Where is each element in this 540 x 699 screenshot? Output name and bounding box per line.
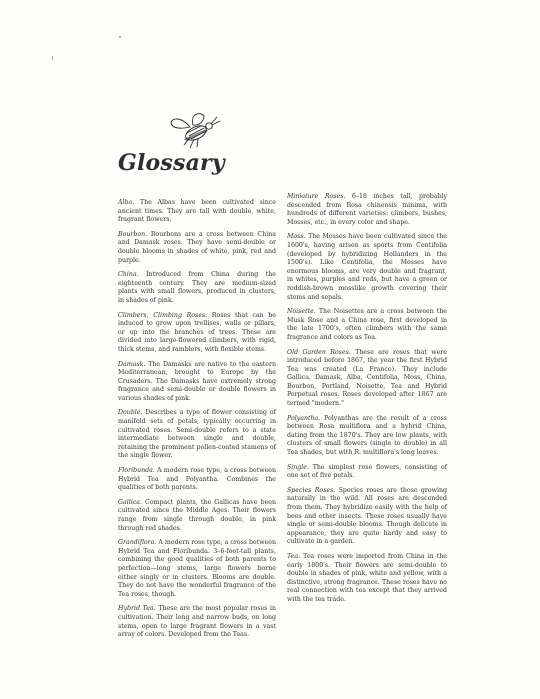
glossary-term: Damask. <box>118 360 146 368</box>
glossary-term: Double. <box>118 409 143 417</box>
glossary-term: Tea. <box>287 552 301 560</box>
glossary-entry <box>287 553 447 605</box>
glossary-term: Grandiflora. <box>118 539 157 547</box>
paper-speck <box>52 56 53 60</box>
glossary-definition: A modern rose type, a cross between Hybrid Tea and Polyantha. Combines the qualities of both parents. <box>118 467 276 492</box>
glossary-definition: 6–18 inches tall, probably descended from Rosa chinensis minima, with hundreds of different varieties: climbers, bushes, Mosses, etc., in every color and shape. <box>287 193 447 226</box>
glossary-entry <box>118 605 276 639</box>
glossary-definition: These are roses that were introduced before 1867, the year the first Hybrid Tea was created (La France). They include Gallica, Damask, Alba, Centifolia, Moss, China, Bourbon, Portland, Noisette, Tea and Hybrid Perpetual roses. Roses developed after 1867 are termed "modern." <box>287 348 447 408</box>
glossary-term: Species Roses. <box>287 486 336 494</box>
bee-icon <box>168 111 224 151</box>
glossary-term: Climbers, Climbing Roses. <box>118 311 208 319</box>
glossary-definition: Bourbons are a cross between China and Damask roses. They have semi-double or double blooms in shades of white, pink, red and purple. <box>118 230 276 264</box>
glossary-term: Alba. <box>118 199 135 206</box>
glossary-term: Miniature Roses. <box>287 193 346 200</box>
glossary-column-right <box>287 193 447 611</box>
glossary-entry <box>118 499 276 533</box>
glossary-column-left <box>118 199 276 646</box>
glossary-entry <box>287 464 447 481</box>
glossary-entry <box>118 361 276 404</box>
glossary-entry <box>287 349 447 409</box>
glossary-definition: The Noisettes are a cross between the Musk Rose and a China rose, first developed in the late 1700's, often climbers with the same fragrance and colors as Tea. <box>287 308 447 341</box>
glossary-term: Noisette. <box>287 308 316 316</box>
glossary-definition: Roses that can be induced to grow upon trellises, walls or pillars, or up into the branches of trees. These are divided into large-flowered climbers, with rigid, thick stems, and ramblers, with flexible stems. <box>118 311 276 353</box>
glossary-definition: These are the most popular roses in cultivation. Their long and narrow buds, on long stems, open to large fragrant flowers in a vast array of colors. Developed from the Teas. <box>118 605 276 639</box>
glossary-term: Bourbon. <box>118 230 148 238</box>
page-title: Glossary <box>118 150 225 176</box>
glossary-entry <box>118 199 276 225</box>
glossary-term: Polyantha. <box>287 414 321 422</box>
glossary-definition: The Albas have been cultivated since ancient times. They are tall with double, white, fragrant flowers. <box>118 199 276 224</box>
glossary-entry <box>287 308 447 342</box>
glossary-definition: Species roses are those growing naturally in the wild. All roses are descended from them. They hybridize easily with the help of bees and other insects. These roses usually have single or semi-double blooms. Though delicate in appearance, they are quite hardy and easy to cultivate in a garden. <box>287 486 447 546</box>
glossary-entry <box>118 312 276 355</box>
paper-speck <box>119 36 121 38</box>
glossary-term: Moss. <box>287 233 306 241</box>
glossary-term: Hybrid Tea. <box>118 605 156 613</box>
glossary-definition: The Damasks are native to the eastern Mediterranean, brought to Europe by the Crusaders. The Damasks have extremely strong fragrance and semi-double or double flowers in various shades of pink. <box>118 360 276 402</box>
glossary-entry <box>118 539 276 599</box>
glossary-definition: Describes a type of flower consisting of manifold sets of petals, typically occurring in cultivated roses. Semi-double refers to a state intermediate between single and double, retaining the prominent pollen-coated stamens of the single flower. <box>118 409 276 460</box>
glossary-entry <box>287 415 447 458</box>
glossary-term: Single. <box>287 463 309 471</box>
glossary-term: Old Garden Roses. <box>287 348 351 356</box>
glossary-entry <box>287 193 447 227</box>
glossary-term: Gallica. <box>118 498 142 506</box>
glossary-entry <box>118 231 276 265</box>
glossary-entry <box>287 233 447 302</box>
glossary-term: China. <box>118 271 139 279</box>
glossary-entry <box>118 467 276 493</box>
glossary-term: Floribunda. <box>118 467 155 475</box>
glossary-definition: The Mosses have been cultivated since the 1600's, having arisen as sports from Centifolia (developed by hybridizing Hollanders in the 1500's). Like Centifolia, the Mosses have enormous blooms, are very double and fragrant, in whites, purples and reds, but have a green or reddish-brown mosslike growth covering their stems and sepals. <box>287 233 447 301</box>
glossary-definition: Compact plants, the Gallicas have been cultivated since the Middle Ages. Their flowers range from single through double, in pink through red shades. <box>118 498 276 532</box>
glossary-definition: The simplest rose flowers, consisting of one set of five petals. <box>287 463 447 480</box>
glossary-definition: Introduced from China during the eighteenth century. They are medium-sized plants with small flowers, produced in clusters, in shades of pink. <box>118 271 276 304</box>
glossary-entry <box>118 409 276 461</box>
glossary-definition: Tea roses were imported from China in the early 1800's. Their flowers are semi-double to double in shades of pink, white and yellow, with a distinctive, strong fragrance. These roses have no real connection with tea except that they arrived with the tea trade. <box>287 552 447 603</box>
glossary-entry <box>118 271 276 305</box>
glossary-definition: A modern rose type, a cross between Hybrid Tea and Floribunda. 3–6-foot-tall plants, combining the good qualities of both parents to perfection—long stems, large flowers borne either singly or in clusters. Blooms are double. They do not have the wonderful fragrance of the Tea roses, though. <box>118 539 276 598</box>
glossary-definition: Polyanthas are the result of a cross between Rosa multiflora and a hybrid China, dating from the 1870's. They are low plants, with clusters of small flowers (single to double) in all Tea shades, but with R. multiflora's long leaves. <box>287 414 447 457</box>
glossary-entry <box>287 487 447 547</box>
